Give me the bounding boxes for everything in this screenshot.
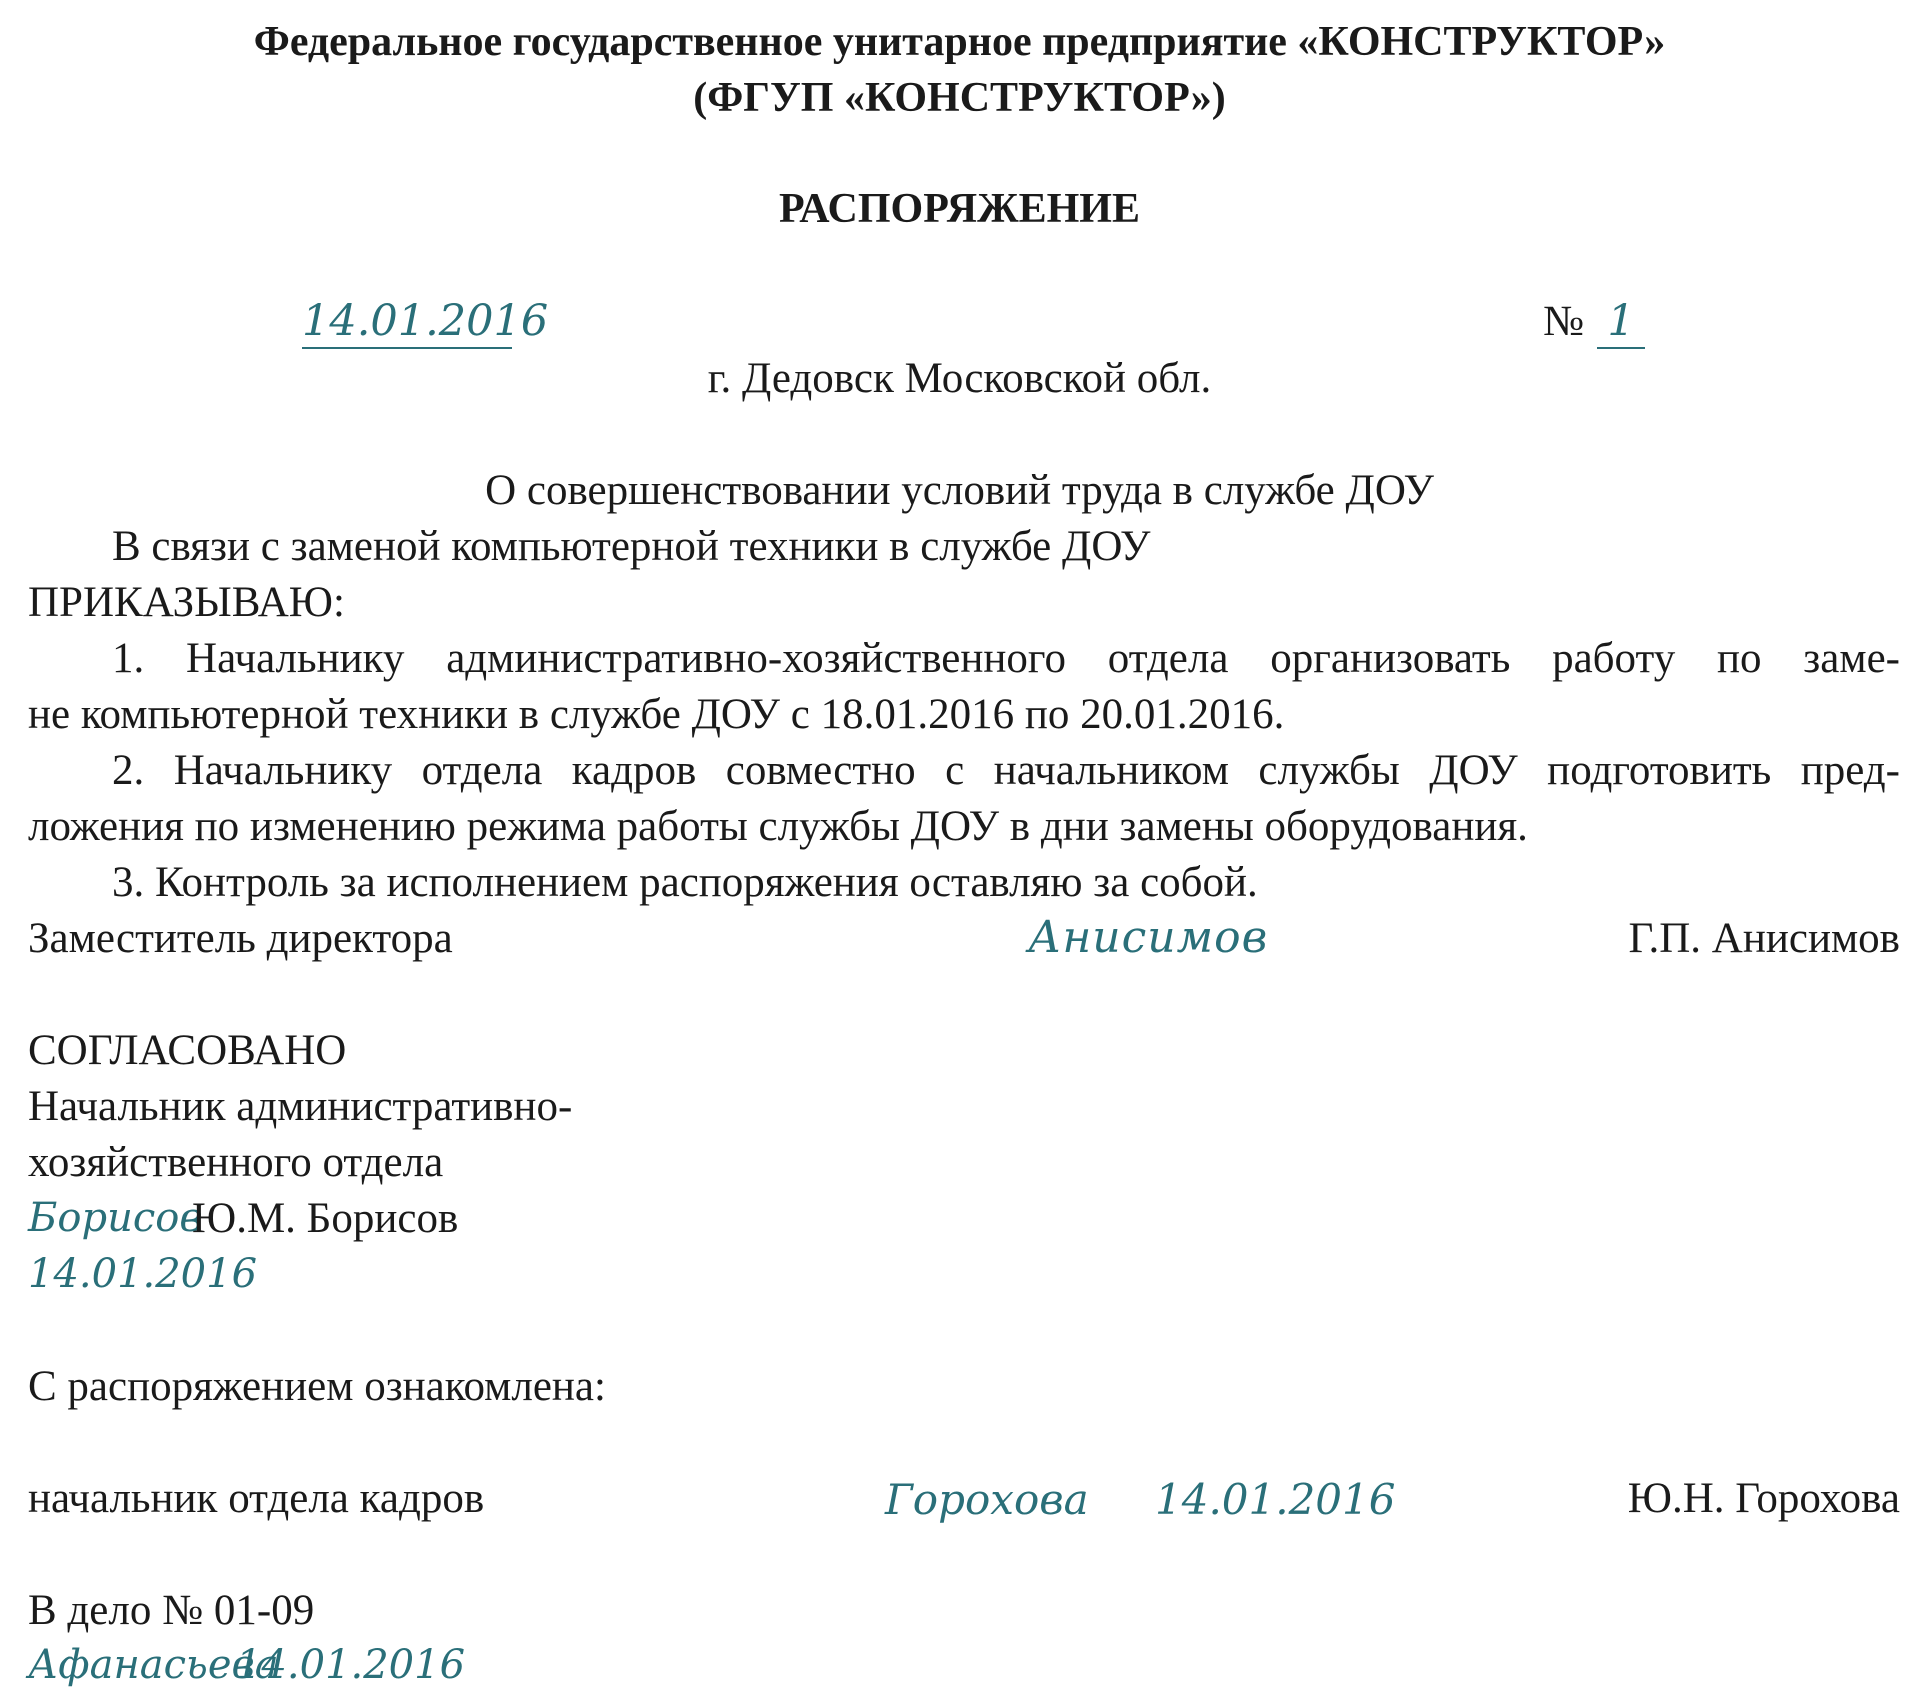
signer-position: Заместитель директора bbox=[28, 915, 453, 962]
approval-name: Ю.М. Борисов bbox=[192, 1195, 459, 1242]
place-of-issue: г. Дедовск Московской обл. bbox=[707, 355, 1212, 402]
filing-signature: Афанасьева bbox=[28, 1642, 279, 1688]
acquaintance-signature: Горохова bbox=[885, 1475, 1089, 1524]
filing-date: 14.01.2016 bbox=[236, 1642, 466, 1688]
order-title: О совершенствовании условий труда в службе ДОУ bbox=[485, 467, 1434, 514]
approval-date: 14.01.2016 bbox=[28, 1251, 258, 1297]
order-item-2-line-1: 2. Начальнику отдела кадров совместно с начальником службы ДОУ подготовить пред- bbox=[112, 747, 1900, 794]
approval-position-line-2: хозяйственного отдела bbox=[28, 1139, 444, 1186]
order-command-word: ПРИКАЗЫВАЮ: bbox=[28, 579, 345, 626]
filing-label: В дело № 01-09 bbox=[28, 1587, 315, 1634]
order-item-1-line-2: не компьютерной техники в службе ДОУ с 18.01.2016 по 20.01.2016. bbox=[28, 691, 1285, 738]
document-number-label: № bbox=[1543, 298, 1585, 345]
organization-short-name: (ФГУП «КОНСТРУКТОР») bbox=[693, 75, 1226, 121]
signer-name: Г.П. Анисимов bbox=[1628, 915, 1900, 962]
signer-signature: Анисимов bbox=[1028, 912, 1269, 963]
acquaintance-position: начальник отдела кадров bbox=[28, 1475, 485, 1522]
organization-full-name: Федеральное государственное унитарное предприятие «КОНСТРУКТОР» bbox=[253, 19, 1666, 65]
approval-signature: Борисов bbox=[28, 1195, 203, 1241]
document-type-title: РАСПОРЯЖЕНИЕ bbox=[779, 186, 1140, 232]
order-item-3: 3. Контроль за исполнением распоряжения оставляю за собой. bbox=[112, 859, 1258, 906]
document-number: 1 bbox=[1597, 300, 1645, 349]
acquaintance-date: 14.01.2016 bbox=[1155, 1475, 1396, 1524]
order-item-2-line-2: ложения по изменению режима работы службы ДОУ в дни замены оборудования. bbox=[28, 803, 1528, 850]
document-date: 14.01.2016 bbox=[302, 300, 512, 349]
approval-position-line-1: Начальник административно- bbox=[28, 1083, 573, 1130]
approval-label: СОГЛАСОВАНО bbox=[28, 1027, 347, 1074]
order-preamble: В связи с заменой компьютерной техники в службе ДОУ bbox=[112, 523, 1151, 570]
acquaintance-name: Ю.Н. Горохова bbox=[1627, 1475, 1900, 1522]
order-item-1-line-1: 1. Начальнику административно-хозяйственного отдела организовать работу по заме- bbox=[112, 635, 1900, 682]
acquaintance-label: С распоряжением ознакомлена: bbox=[28, 1363, 606, 1410]
